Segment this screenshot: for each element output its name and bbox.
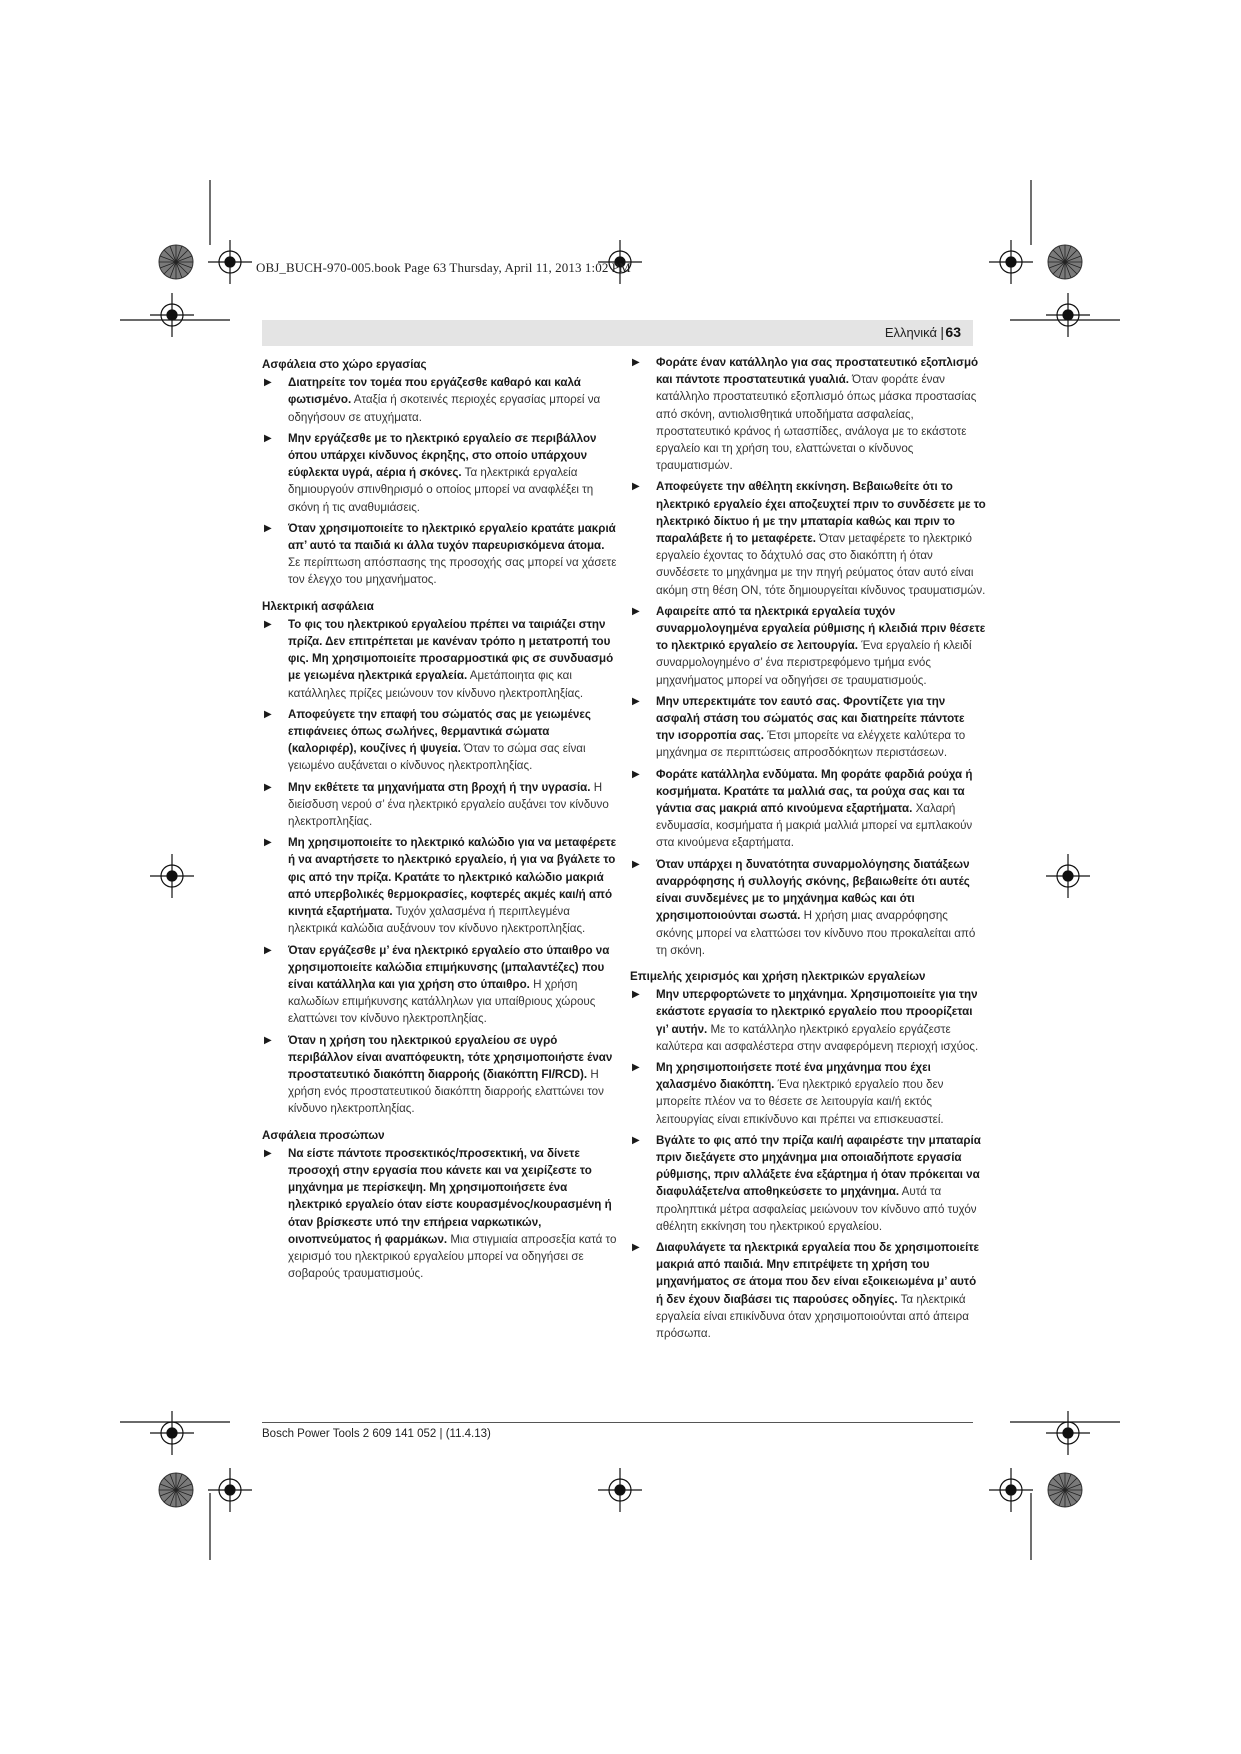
instruction-explanation: Η διείσδυση νερού σ’ ένα ηλεκτρικό εργαλείο αυξάνει τον κίνδυνο ηλεκτροπληξίας. xyxy=(288,780,609,829)
instruction-explanation: Ένα ηλεκτρικό εργαλείο που δεν μπορείτε πλέον να το θέσετε σε λειτουργία και/ή εκτός λειτουργίας είναι επικίνδυνο και πρέπει να επισκευαστεί. xyxy=(656,1078,944,1126)
instruction-bold-text: Βγάλτε το φις από την πρίζα και/ή αφαιρέστε την μπαταρία πριν διεξάγετε στο μηχάνημα μια οποιαδήποτε εργασία ρύθμισης, πριν αλλάξετε ένα εξάρτημα ή όταν πρόκειται να διαφυλάξετε/να αποθηκεύσετε το μηχάνημα. xyxy=(656,1133,981,1199)
bullet-arrow-icon: ▶ xyxy=(632,1134,640,1146)
instruction-bold-text: Μην εργάζεσθε με το ηλεκτρικό εργαλείο σε περιβάλλον όπου υπάρχει κίνδυνος έκρηξης, στο οποίο υπάρχουν εύφλεκτα υγρά, αέρια ή σκόνες. xyxy=(288,431,597,480)
section-heading: Ασφάλεια προσώπων xyxy=(262,1128,385,1142)
print-slug-line: OBJ_BUCH-970-005.book Page 63 Thursday, April 11, 2013 1:02 PM xyxy=(256,260,631,275)
instruction-explanation: Ένα εργαλείο ή κλειδί συναρμολογημένο σ’ ένα περιστρεφόμενο τμήμα ενός μηχανήματος μπορεί να οδηγήσει σε τραυματισμούς. xyxy=(656,639,972,687)
instruction-explanation: Αυτά τα προληπτικά μέτρα ασφαλείας μειώνουν τον κίνδυνο από τυχόν αθέλητη εκκίνηση του ηλεκτρικού εργαλείου. xyxy=(656,1185,977,1233)
instruction-explanation: Αταξία ή σκοτεινές περιοχές εργασίας μπορεί να οδηγήσουν σε ατυχήματα. xyxy=(288,393,601,424)
instruction-bold-text: Μην υπερεκτιμάτε τον εαυτό σας. Φροντίζετε για την ασφαλή στάση του σώματός σας και διατηρείτε πάντοτε την ισορροπία σας. xyxy=(656,694,965,743)
safety-instruction xyxy=(630,1132,986,1235)
instruction-bold-text: Όταν εργάζεσθε μ’ ένα ηλεκτρικό εργαλείο στο ύπαιθρο να χρησιμοποιείτε καλώδια επιμήκυνσης (μπαλαντέζες) που είναι κατάλληλα και για χρήση στο ύπαιθρο. xyxy=(288,943,610,991)
instruction-explanation: Η χρήση μιας αναρρόφησης σκόνης μπορεί να ελαττώσει τον κίνδυνο που προκαλείται από τη σκόνη. xyxy=(656,909,976,957)
safety-instruction xyxy=(630,766,986,852)
section-heading: Ασφάλεια στο χώρο εργασίας xyxy=(262,358,427,371)
instruction-explanation: Μια στιγμιαία απροσεξία κατά το χειρισμό του ηλεκτρικού εργαλείου μπορεί να οδηγήσει σε σοβαρούς τραυματισμούς. xyxy=(288,1232,617,1281)
safety-instruction xyxy=(262,430,618,516)
instruction-bold-text: Φοράτε έναν κατάλληλο για σας προστατευτικό εξοπλισμό και πάντοτε προστατευτικά γυαλιά. xyxy=(656,356,979,387)
safety-instruction xyxy=(630,693,986,762)
instruction-explanation: Τυχόν χαλασμένα ή περιπλεγμένα ηλεκτρικά καλώδια αυξάνουν τον κίνδυνο ηλεκτροπληξίας. xyxy=(288,905,586,936)
bullet-arrow-icon: ▶ xyxy=(632,481,640,493)
instruction-bold-text: Όταν υπάρχει η δυνατότητα συναρμολόγησης διατάξεων αναρρόφησης ή συλλογής σκόνης, βεβαιωθείτε ότι αυτές είναι συνδεμένες με το μηχάνημα καθώς και ότι χρησιμοποιούνται σωστά. xyxy=(656,857,970,923)
safety-instruction xyxy=(262,1145,618,1283)
instruction-bold-text: Φοράτε κατάλληλα ενδύματα. Μη φοράτε φαρδιά ρούχα ή κοσμήματα. Κρατάτε τα μαλλιά σας, τα ρούχα σας και τα γάντια σας μακριά από κινούμενα εξαρτήματα. xyxy=(656,767,973,816)
instruction-bold-text: Αφαιρείτε από τα ηλεκτρικά εργαλεία τυχόν συναρμολογημένα εργαλεία ρύθμισης ή κλειδιά πριν θέσετε το ηλεκτρικό εργαλείο σε λειτουργία. xyxy=(656,604,986,653)
safety-instruction xyxy=(262,706,618,775)
safety-instruction xyxy=(630,1239,986,1342)
section-heading: Επιμελής χειρισμός και χρήση ηλεκτρικών εργαλείων xyxy=(630,969,926,983)
instruction-bold-text: Μη χρησιμοποιήσετε ποτέ ένα μηχάνημα που έχει χαλασμένο διακόπτη. xyxy=(656,1060,931,1092)
safety-instruction xyxy=(630,1059,986,1128)
bullet-arrow-icon: ▶ xyxy=(264,1147,272,1159)
page-number: 63 xyxy=(945,324,961,340)
bullet-arrow-icon: ▶ xyxy=(264,1034,272,1046)
bullet-arrow-icon: ▶ xyxy=(264,708,272,720)
instruction-bold-text: Αποφεύγετε την αθέλητη εκκίνηση. Βεβαιωθείτε ότι το ηλεκτρικό εργαλείο έχει αποζευχτεί πριν το συνδέσετε με το ηλεκτρικό δίκτυο ή με την μπαταρία καθώς και πριν το παραλάβετε ή το μεταφέρετε. xyxy=(656,480,986,546)
instruction-bold-text: Να είστε πάντοτε προσεκτικός/προσεκτική, να δίνετε προσοχή στην εργασία που κάνετε και να χειρίζεστε το μηχάνημα με περίσκεψη. Μη χρησιμοποιήσετε ένα ηλεκτρικό εργαλείο όταν είστε κουρασμένος/κουρασμένη ή όταν βρίσκεστε υπό την επήρεια ναρκωτικών, οινοπνεύματος ή φαρμάκων. xyxy=(288,1146,612,1246)
left-column xyxy=(262,354,618,1289)
bullet-arrow-icon: ▶ xyxy=(632,357,640,368)
instruction-explanation: Όταν το σώμα σας είναι γειωμένο αυξάνεται ο κίνδυνος ηλεκτροπληξίας. xyxy=(288,742,586,773)
instruction-explanation: Η χρήση ενός προστατευτικού διακόπτη διαρροής ελαττώνει τον κίνδυνο ηλεκτροπληξίας. xyxy=(288,1067,604,1116)
instruction-bold-text: Όταν χρησιμοποιείτε το ηλεκτρικό εργαλείο κρατάτε μακριά απ’ αυτό τα παιδιά κι άλλα τυχόν παρευρισκόμενα άτομα. xyxy=(288,521,616,553)
instruction-bold-text: Μην εκθέτετε τα μηχανήματα στη βροχή ή την υγρασία. xyxy=(288,780,591,794)
instruction-bold-text: Διαφυλάγετε τα ηλεκτρικά εργαλεία που δε χρησιμοποιείτε μακριά από παιδιά. Μην επιτρέψετε τη χρήση του μηχανήματος σε άτομα που δεν είναι εξοικειωμένα μ’ αυτό ή δεν έχουν διαβάσει τις παρούσες οδηγίες. xyxy=(656,1240,980,1306)
instruction-explanation: Τα ηλεκτρικά εργαλεία δημιουργούν σπινθηρισμό ο οποίος μπορεί να αναφλέξει τη σκόνη ή τις αναθυμιάσεις. xyxy=(288,466,594,514)
section-heading: Ηλεκτρική ασφάλεια xyxy=(262,599,374,613)
instruction-bold-text: Μη χρησιμοποιείτε το ηλεκτρικό καλώδιο για να μεταφέρετε ή να αναρτήσετε το ηλεκτρικό εργαλείο, ή για να βγάλετε το φις από την πρίζα. Κρατάτε το ηλεκτρικό καλώδιο μακριά από υπερβολικές θερμοκρασίες, κοφτερές ακμές και/ή από κινητά εξαρτήματα. xyxy=(288,836,617,919)
footer-publisher: Bosch Power Tools 2 609 141 052 | (11.4.13) xyxy=(262,1428,491,1440)
instruction-explanation: Όταν φοράτε έναν κατάλληλο προστατευτικό εξοπλισμό όπως μάσκα προστασίας από σκόνη, αντιολισθητικά υποδήματα ασφαλείας, προστατευτικό κράνος ή ωτασπίδες, ανάλογα με το εκάστοτε εργαλείο και τη χρήση του, ελαττώνεται ο κίνδυνος τραυματισμών. xyxy=(656,373,977,473)
safety-instruction xyxy=(262,374,618,426)
bullet-arrow-icon: ▶ xyxy=(264,837,272,849)
bullet-arrow-icon: ▶ xyxy=(632,989,640,1001)
instruction-bold-text: Όταν η χρήση του ηλεκτρικού εργαλείου σε υγρό περιβάλλον είναι αναπόφευκτη, τότε χρησιμοποιήστε έναν προστατευτικό διακόπτη διαρροής (διακόπτη FI/RCD). xyxy=(288,1033,613,1081)
safety-instruction xyxy=(630,354,986,474)
bullet-arrow-icon: ▶ xyxy=(632,695,640,707)
section-spacer xyxy=(262,1122,618,1125)
instruction-bold-text: Διατηρείτε τον τομέα που εργάζεσθε καθαρό και καλά φωτισμένο. xyxy=(288,376,581,407)
safety-instruction xyxy=(262,834,618,937)
bullet-arrow-icon: ▶ xyxy=(632,1061,640,1073)
bullet-arrow-icon: ▶ xyxy=(264,618,272,630)
instruction-explanation: Τα ηλεκτρικά εργαλεία είναι επικίνδυνα όταν χρησιμοποιούνται από άπειρα πρόσωπα. xyxy=(656,1292,969,1340)
instruction-explanation: Η χρήση καλωδίων επιμήκυνσης κατάλληλων για υπαίθριους χώρους ελαττώνει τον κίνδυνο ηλεκτροπληξίας. xyxy=(288,977,596,1026)
section-spacer xyxy=(630,1346,986,1349)
instruction-explanation: Με το κατάλληλο ηλεκτρικό εργαλείο εργάζεστε καλύτερα και ασφαλέστερα στην αναφερόμενη περιοχή ισχύος. xyxy=(656,1022,979,1053)
instruction-explanation: Σε περίπτωση απόσπασης της προσοχής σας μπορεί να χάσετε τον έλεγχο του μηχανήματος. xyxy=(288,556,617,587)
bullet-arrow-icon: ▶ xyxy=(632,1241,640,1253)
instruction-bold-text: Το φις του ηλεκτρικού εργαλείου πρέπει να ταιριάζει στην πρίζα. Δεν επιτρέπεται με κανέναν τρόπο η μετατροπή του φις. Μη χρησιμοποιείτε προσαρμοστικά φις σε συνδυασμό με γειωμένα ηλεκτρικά εργαλεία. xyxy=(288,617,614,683)
safety-instruction xyxy=(262,942,618,1028)
section-spacer xyxy=(262,593,618,596)
section-spacer xyxy=(630,963,986,966)
instruction-explanation: Αμετάποιητα φις και κατάλληλες πρίζες μειώνουν τον κίνδυνο ηλεκτροπληξίας. xyxy=(288,669,584,700)
right-column xyxy=(630,354,986,1349)
safety-instruction xyxy=(262,1032,618,1118)
safety-instruction xyxy=(630,986,986,1055)
instruction-bold-text: Αποφεύγετε την επαφή του σώματός σας με γειωμένες επιφάνειες όπως σωλήνες, θερμαντικά σώματα (καλοριφέρ), κουζίνες ή ψυγεία. xyxy=(288,707,591,756)
safety-instruction xyxy=(630,478,986,598)
page-header xyxy=(262,320,973,346)
bullet-arrow-icon: ▶ xyxy=(264,377,272,389)
bullet-arrow-icon: ▶ xyxy=(264,522,272,534)
bullet-arrow-icon: ▶ xyxy=(632,605,640,617)
safety-instruction xyxy=(630,603,986,689)
bullet-arrow-icon: ▶ xyxy=(264,432,272,444)
bullet-arrow-icon: ▶ xyxy=(264,781,272,793)
section-spacer xyxy=(262,1286,618,1289)
header-language: Ελληνικά xyxy=(884,325,937,340)
instruction-explanation: Όταν μεταφέρετε το ηλεκτρικό εργαλείο έχοντας το δάχτυλό σας στο διακόπτη ή όταν συνδέσετε το μηχάνημα με την πηγή ρεύματος όταν αυτό είναι ακόμη στη θέση ΟΝ, τότε δημιουργείται κίνδυνος τραυματισμών. xyxy=(656,532,986,597)
instruction-bold-text: Μην υπερφορτώνετε το μηχάνημα. Χρησιμοποιείτε για την εκάστοτε εργασία το ηλεκτρικό εργαλείο που προορίζεται γι’ αυτήν. xyxy=(656,988,978,1036)
bullet-arrow-icon: ▶ xyxy=(632,768,640,780)
instruction-explanation: Έτσι μπορείτε να ελέγχετε καλύτερα το μηχάνημα σε περιπτώσεις απροσδόκητων περιστάσεων. xyxy=(656,729,966,760)
bullet-arrow-icon: ▶ xyxy=(632,858,640,870)
safety-instruction xyxy=(262,520,618,589)
safety-instruction xyxy=(262,616,618,702)
safety-instruction xyxy=(630,856,986,959)
header-separator: | xyxy=(940,324,944,340)
instruction-explanation: Χαλαρή ενδυμασία, κοσμήματα ή μακριά μαλλιά μπορεί να εμπλακούν στα κινούμενα εξαρτήματα. xyxy=(656,802,973,850)
bullet-arrow-icon: ▶ xyxy=(264,944,272,956)
footer-rule xyxy=(262,1422,973,1423)
safety-instruction xyxy=(262,779,618,831)
